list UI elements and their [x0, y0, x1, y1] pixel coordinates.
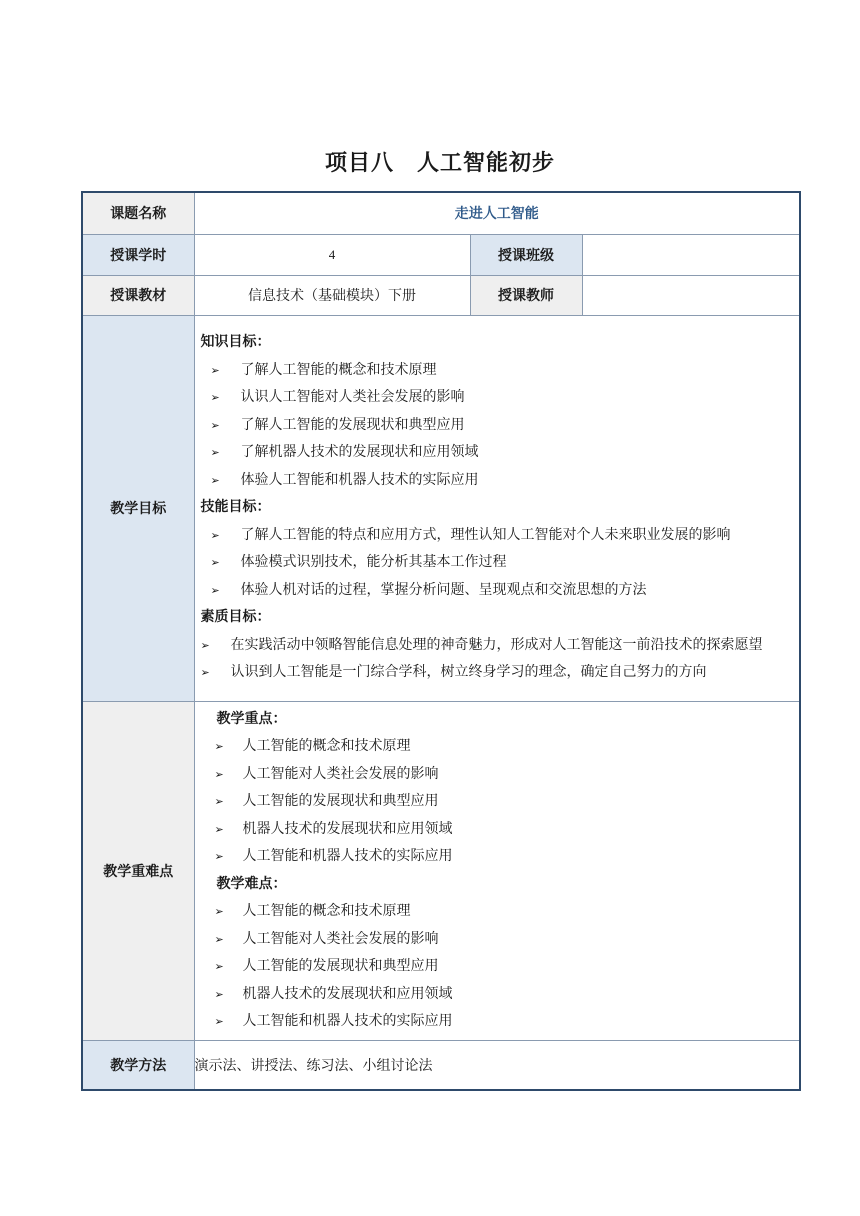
list-item [214, 761, 800, 789]
textbook-value: 信息技术（基础模块）下册 [194, 275, 470, 315]
keypoints-label: 教学重难点 [82, 701, 194, 1040]
topic-value: 走进人工智能 [194, 192, 800, 234]
row-keypoints [82, 701, 800, 1040]
arrow-bullet-icon: ➢ [214, 740, 224, 753]
arrow-bullet-icon: ➢ [210, 363, 220, 377]
teacher-label: 授课教师 [470, 275, 582, 315]
list-item [201, 632, 800, 660]
row-textbook [82, 275, 800, 315]
list-item [214, 843, 800, 871]
list-item [201, 467, 800, 495]
row-hours [82, 234, 800, 275]
knowledge-heading: 知识目标： [200, 334, 271, 351]
list-item [214, 733, 800, 761]
list-item-text: 体验人机对话的过程，掌握分析问题、呈现观点和交流思想的方法 [240, 581, 647, 598]
list-item-text: 人工智能的概念和技术原理 [242, 738, 411, 754]
list-item [214, 981, 800, 1009]
list-item [214, 816, 800, 844]
list-item-text: 人工智能的发展现状和典型应用 [242, 793, 439, 809]
list-item-text: 人工智能的概念和技术原理 [242, 903, 411, 919]
list-item-text: 了解人工智能的特点和应用方式，理性认知人工智能对个人未来职业发展的影响 [240, 526, 731, 543]
list-item [201, 659, 800, 687]
list-item-text: 人工智能和机器人技术的实际应用 [242, 848, 453, 864]
arrow-bullet-icon: ➢ [210, 528, 220, 542]
arrow-bullet-icon: ➢ [214, 795, 224, 808]
arrow-bullet-icon: ➢ [214, 987, 224, 1001]
arrow-bullet-icon: ➢ [210, 418, 220, 432]
method-label: 教学方法 [82, 1040, 194, 1090]
arrow-bullet-icon: ➢ [214, 767, 224, 781]
list-item [214, 898, 800, 926]
arrow-bullet-icon: ➢ [214, 1015, 224, 1028]
arrow-bullet-icon: ➢ [210, 556, 220, 570]
skill-heading: 技能目标： [200, 499, 271, 516]
key-heading: 教学重点： [216, 710, 287, 727]
list-item [201, 522, 800, 550]
list-item-text: 在实践活动中领略智能信息处理的神奇魅力，形成对人工智能这一前沿技术的探索愿望 [230, 636, 763, 653]
page-title: 项目八 人工智能初步 [324, 151, 555, 176]
list-item [214, 788, 800, 816]
row-goals [82, 315, 800, 701]
goals-label: 教学目标 [82, 315, 194, 701]
arrow-bullet-icon: ➢ [214, 960, 224, 973]
list-item [201, 412, 800, 440]
hours-label: 授课学时 [82, 234, 194, 275]
list-item-text: 认识到人工智能是一门综合学科，树立终身学习的理念，确定自己努力的方向 [230, 664, 707, 681]
quality-list [201, 632, 800, 687]
goals-content [194, 315, 800, 701]
list-item-text: 体验模式识别技术，能分析其基本工作过程 [240, 554, 507, 571]
arrow-bullet-icon: ➢ [210, 583, 220, 597]
lesson-plan-table [81, 191, 801, 1091]
arrow-bullet-icon: ➢ [200, 666, 210, 680]
list-item [201, 357, 800, 385]
list-item-text: 人工智能对人类社会发展的影响 [242, 930, 439, 947]
class-label: 授课班级 [470, 234, 582, 275]
list-item [201, 577, 800, 605]
list-item-text: 机器人技术的发展现状和应用领域 [242, 985, 453, 1002]
skill-list [201, 522, 800, 605]
row-topic [82, 192, 800, 234]
list-item [214, 926, 800, 954]
row-method [82, 1040, 800, 1090]
difficult-list [214, 898, 800, 1036]
textbook-label: 授课教材 [82, 275, 194, 315]
arrow-bullet-icon: ➢ [210, 446, 220, 460]
difficult-heading: 教学难点： [216, 875, 287, 892]
arrow-bullet-icon: ➢ [214, 932, 224, 946]
list-item-text: 机器人技术的发展现状和应用领域 [242, 820, 453, 837]
method-value: 演示法、讲授法、练习法、小组讨论法 [194, 1040, 800, 1090]
key-list [214, 733, 800, 871]
hours-value: 4 [194, 234, 470, 275]
list-item [201, 549, 800, 577]
list-item-text: 认识人工智能对人类社会发展的影响 [240, 389, 465, 406]
arrow-bullet-icon: ➢ [214, 822, 224, 836]
arrow-bullet-icon: ➢ [210, 473, 220, 487]
list-item-text: 了解人工智能的发展现状和典型应用 [240, 416, 465, 433]
arrow-bullet-icon: ➢ [210, 391, 220, 405]
quality-heading: 素质目标： [200, 609, 271, 626]
topic-label: 课题名称 [82, 192, 194, 234]
arrow-bullet-icon: ➢ [214, 850, 224, 863]
arrow-bullet-icon: ➢ [214, 905, 224, 918]
list-item [201, 439, 800, 467]
list-item-text: 人工智能对人类社会发展的影响 [242, 765, 439, 782]
class-value[interactable] [582, 234, 800, 275]
knowledge-list [201, 357, 800, 495]
keypoints-content [194, 701, 800, 1040]
arrow-bullet-icon: ➢ [200, 638, 210, 652]
list-item-text: 人工智能的发展现状和典型应用 [242, 958, 439, 974]
list-item-text: 了解人工智能的概念和技术原理 [240, 361, 437, 378]
list-item [214, 1008, 800, 1036]
list-item-text: 了解机器人技术的发展现状和应用领域 [240, 444, 479, 461]
list-item-text: 人工智能和机器人技术的实际应用 [242, 1013, 453, 1029]
list-item-text: 体验人工智能和机器人技术的实际应用 [240, 471, 479, 488]
teacher-value[interactable] [582, 275, 800, 315]
list-item [201, 384, 800, 412]
list-item [214, 953, 800, 981]
